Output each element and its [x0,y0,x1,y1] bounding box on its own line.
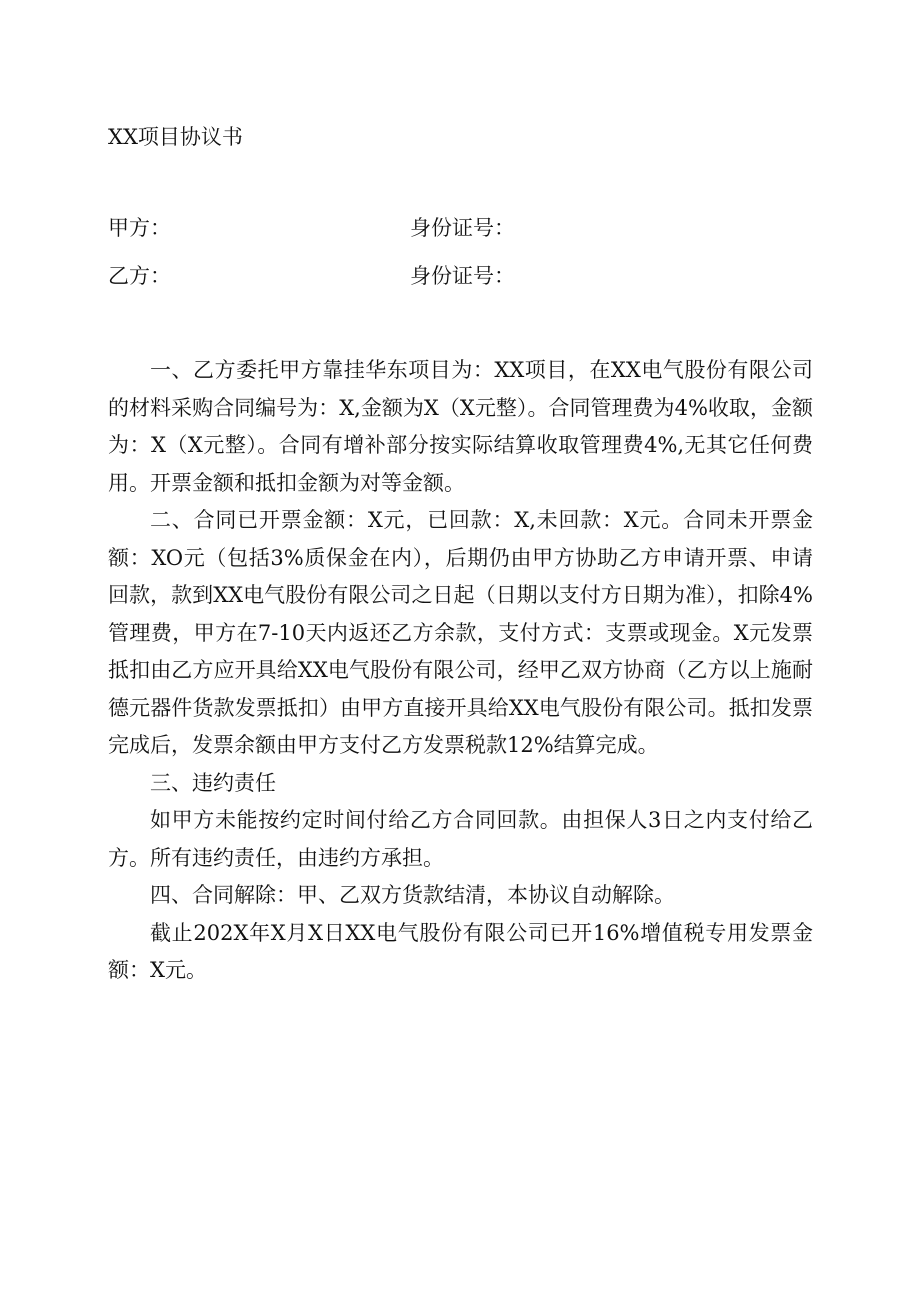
clause-4-paragraph: 四、合同解除：甲、乙双方货款结清，本协议自动解除。 [150,883,675,907]
agreement-body [108,352,813,990]
party-a-label: 甲方： [108,216,171,240]
party-b-label: 乙方： [108,264,171,288]
party-a-id-label: 身份证号： [410,216,515,240]
closing-paragraph: 截止202X年X月X日XX电气股份有限公司已开16%增值税专用发票金额：X元。 [108,920,813,982]
clause-3-heading: 三、违约责任 [150,770,276,795]
party-b-row [108,260,808,292]
clause-3-paragraph: 如甲方未能按约定时间付给乙方合同回款。由担保人3日之内支付给乙方。所有违约责任，由违约方承担。 [108,808,813,870]
clause-1-paragraph: 一、乙方委托甲方靠挂华东项目为：XX项目，在XX电气股份有限公司的材料采购合同编号为：X,金额为X（X元整）。合同管理费为4%收取，金额为：X（X元整）。合同有增补部分按实际结算收取管理费4%,无其它任何费用。开票金额和抵扣金额为对等金额。 [108,358,813,495]
clause-2-paragraph: 二、合同已开票金额：X元，已回款：X,未回款：X元。合同未开票金额：XO元（包括3%质保金在内），后期仍由甲方协助乙方申请开票、申请回款，款到XX电气股份有限公司之日起（日期以支付方日期为准），扣除4%管理费，甲方在7-10天内返还乙方余款，支付方式：支票或现金。X元发票抵扣由乙方应开具给XX电气股份有限公司，经甲乙双方协商（乙方以上施耐德元器件货款发票抵扣）由甲方直接开具给XX电气股份有限公司。抵扣发票完成后，发票余额由甲方支付乙方发票税款12%结算完成。 [108,508,813,757]
document-title: XX项目协议书 [108,125,243,149]
party-b-id-label: 身份证号： [410,264,515,288]
party-a-row [108,212,808,244]
